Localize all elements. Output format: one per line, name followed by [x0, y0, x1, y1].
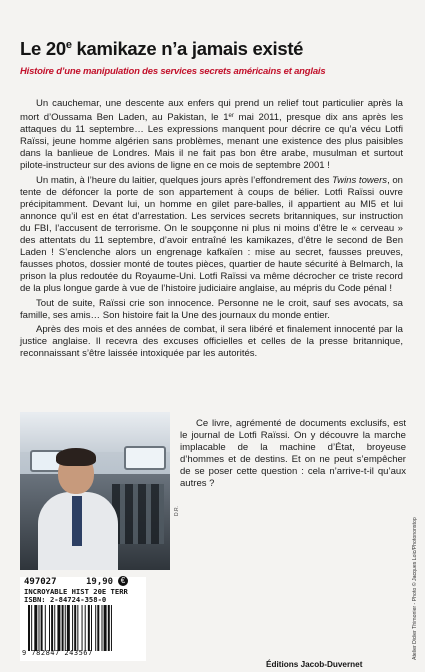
barcode-title-line: INCROYABLE HIST 20E TERR [24, 587, 128, 596]
blurb-paragraph-3: Tout de suite, Raïssi crie son innocence. Personne ne le croit, sauf ses avocats, sa famille, ses amis… Son histoire fait la Une des journaux du monde entier. [20, 297, 403, 321]
author-photo [20, 412, 170, 570]
barcode-block [20, 577, 146, 661]
blurb-paragraph-2 [20, 175, 403, 296]
book-subtitle: Histoire d’une manipulation des services secrets américains et anglais [20, 66, 326, 77]
blurb-paragraph-1 [20, 98, 403, 173]
book-description [180, 418, 406, 491]
barcode-code: 497027 [24, 577, 57, 587]
p2-text-a: Un matin, à l’heure du laitier, quelques jours après l’effondrement des [36, 174, 333, 186]
publisher-name: Éditions Jacob-Duvernet [266, 660, 363, 669]
title-superscript: e [65, 39, 72, 51]
barcode-bars [28, 605, 140, 651]
photo-cockpit-dials [112, 484, 164, 544]
title-rest: kamikaze n’a jamais existé [71, 38, 304, 59]
photo-pilot-hair [56, 448, 96, 466]
p2-text-b: , on tente de défoncer la porte de son appartement à coups de bélier. Lotfi Raïssi ouvre précipitamment. Devant lui, un homme en gilet pare-balles, il appartient au MI5 et lui annonce qu’il est en état d’arrestation. Les services secrets britanniques, sur instruction du FBI, l’accusent de terrorisme. On le soupçonne ni plus ni moins d’être le « cerveau » des attentats du 11 septembre, d’avoir entraîné les kamikazes, d’être le second de Ben Laden ! S’enclenche alors un engrenage kafkaïen : mise au secret, fausses preuves, fausses photos, dossier monté de toutes pièces, quartier de haute sécurité à Belmarch, la prison la plus redoutée du Royaume-Uni. Lotfi Raïssi va même décrocher ce triste record de la plus longue garde à vue de l’histoire judiciaire anglaise, au mépris du Code pénal ! [20, 174, 403, 295]
p1-superscript: er [228, 113, 234, 120]
barcode-price: 19,90 [86, 577, 114, 587]
barcode-digits: 9 782847 243567 [22, 649, 93, 657]
p1-text-a: Un cauchemar, une descente aux enfers qui prend un relief tout particulier après la mort d’Oussama Ben Laden, au Pakistan, le 1 [20, 98, 403, 124]
design-photo-credits: Atelier Didier Thimonier - Photo © Jacques Loic/Photononstop [412, 517, 418, 660]
p2-italic: Twins towers [332, 174, 388, 186]
photo-cockpit-window-right [124, 446, 166, 470]
book-title [20, 38, 410, 60]
description-paragraph: Ce livre, agrémenté de documents exclusifs, est le journal de Lotfi Raïssi. On y découvre la marche implacable de la machine d’État, broyeuse d’hommes et de destins. Et on ne peut s’empêcher de se poser cette question : cela n’arrive-t-il qu’aux autres ? [180, 418, 406, 490]
p1-text-b: mai 2011, presque dix ans après les attaques du 11 septembre… Les expressions manquent pour décrire ce qu’a vécu Lotfi Raïssi, jeune homme algérien sans problèmes, menant une existence des plus paisibles dans la banlieue de Londres. Mais il ne fait pas bon être arabe, musulman et surtout pilote-instructeur sur des avions de ligne en ce mois de septembre 2001 ! [20, 112, 403, 172]
blurb-body [20, 98, 403, 362]
barcode-isbn: ISBN: 2-84724-358-0 [24, 595, 107, 604]
photo-pilot-tie [72, 496, 82, 546]
blurb-paragraph-4: Après des mois et des années de combat, il sera libéré et finalement innocenté par la justice anglaise. Il recevra des excuses officielles et celles de la presse britannique, reconnaissant s’être laissée intoxiquée par les autorités. [20, 323, 403, 359]
photo-credit-dr: D.R. [174, 506, 180, 516]
title-main: Le 20 [20, 38, 66, 59]
euro-icon: € [118, 576, 128, 586]
